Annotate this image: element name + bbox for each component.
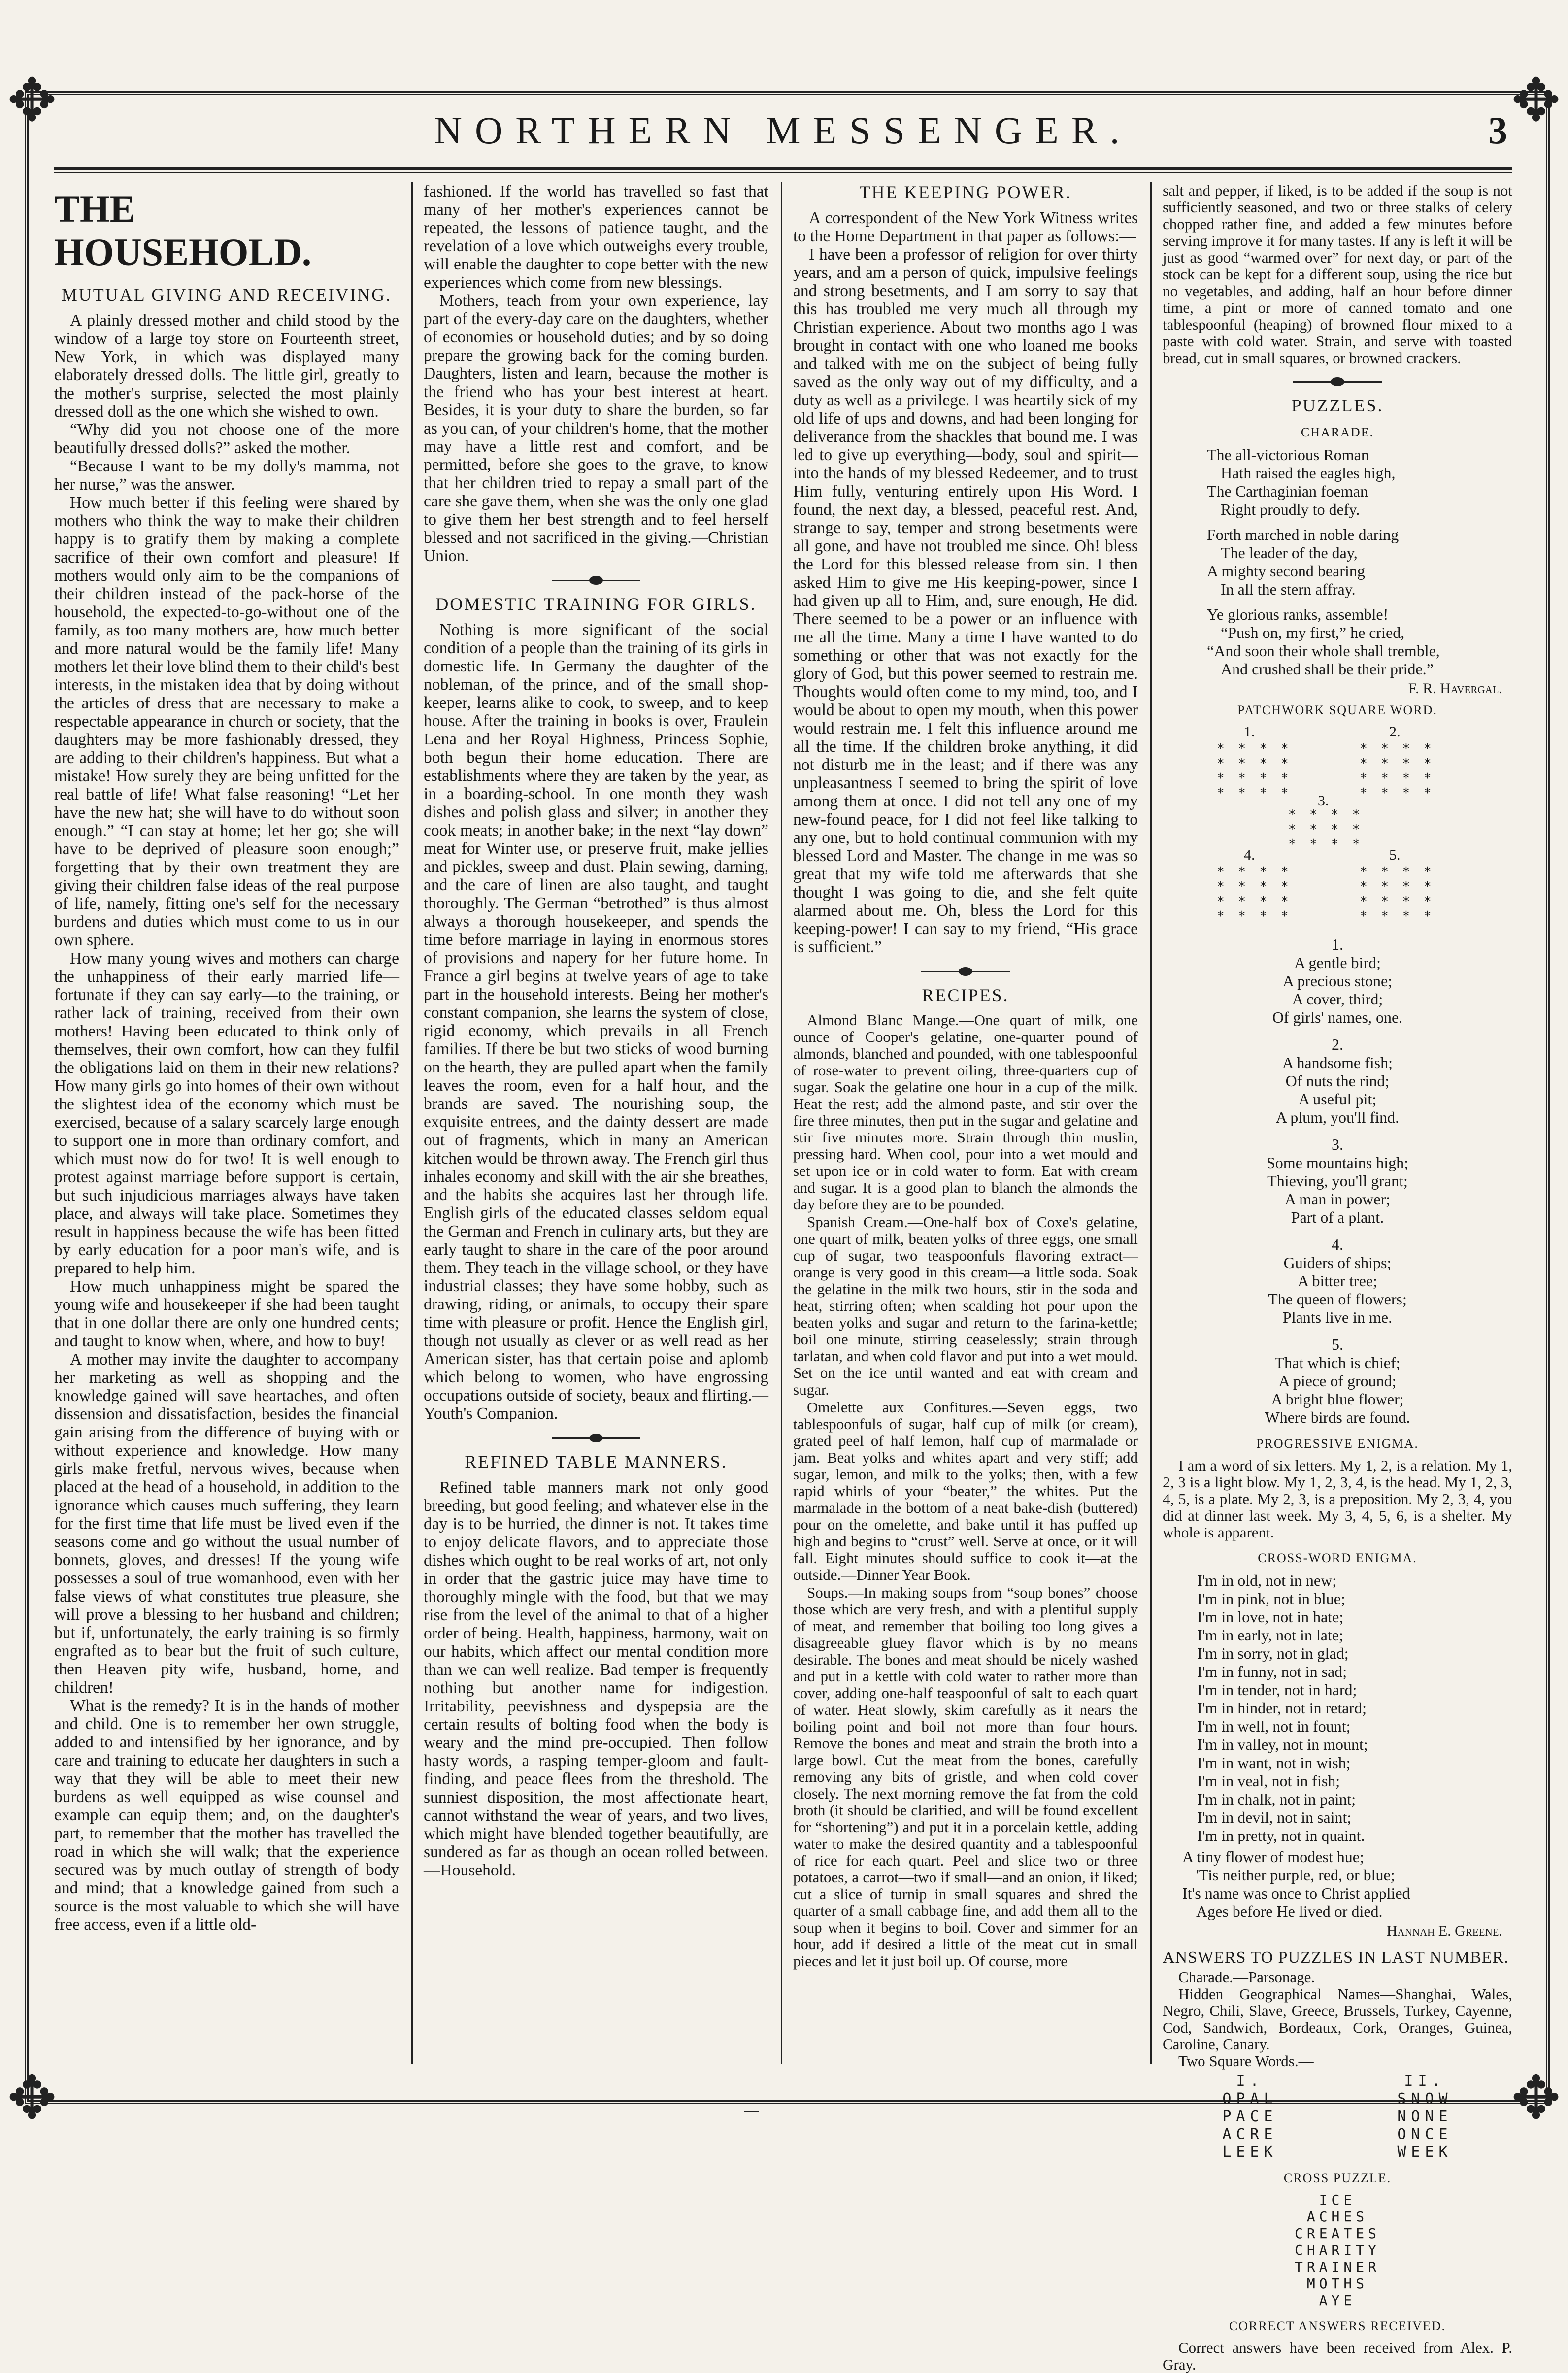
patch-clue: [1163, 1236, 1512, 1327]
crossword-poem: [1197, 1571, 1512, 1845]
masthead: NORTHERN MESSENGER.: [434, 109, 1133, 152]
column-rule: [781, 182, 782, 2064]
cross-row: AYE: [1319, 2292, 1356, 2308]
puzzle-title: CROSS PUZZLE.: [1283, 2171, 1392, 2185]
clue-line: The queen of flowers;: [1268, 1290, 1407, 1308]
patch-number: 5.: [1389, 847, 1401, 863]
poem-line: I'm in pink, not in blue;: [1197, 1590, 1345, 1607]
clue-line: Part of a plant.: [1291, 1208, 1384, 1226]
clue-line: A precious stone;: [1282, 972, 1393, 990]
patch-clue: [1163, 1036, 1512, 1127]
patch-clue: [1163, 936, 1512, 1027]
clue-number: 1.: [1332, 936, 1343, 953]
clue-number: 5.: [1332, 1336, 1343, 1353]
section-separator: [552, 580, 640, 581]
answer: Hidden Geographical Names—Shanghai, Wales, Negro, Chili, Slave, Greece, Brussels, Turkey, Cayenne, Cod, Sandwich, Bordeaux, Cork, Oranges, Guinea, Caroline, Canary.: [1163, 1985, 1512, 2053]
square-label: II.: [1404, 2072, 1446, 2090]
poem-line: And crushed shall be their pride.”: [1221, 660, 1434, 678]
paragraph: A mother may invite the daughter to accompany her marketing as well as shopping and the knowledge gained will save heartaches, and often dissension and dissatisfaction, besides the financial gain arising from the difference of buying with or without experience and knowledge. How many girls make fretful, nervous wives, because when placed at the head of a household, in addition to the ignorance which causes much suffering, they learn for the first time that life must be lived even if the seasons come and go without the usual number of bonnets, gloves, and dresses! If the young wife possesses a soul of true womanhood, even with her false views of what constitutes true pleasure, she will prove a blessing to her husband and children; but if, unfortunately, the early training is so firmly engrafted as to bear but the fruit of such culture, then Heaven pity wife, husband, home, and children!: [54, 1350, 399, 1697]
poem-line: The leader of the day,: [1221, 544, 1358, 562]
clue-line: A plum, you'll find.: [1275, 1108, 1400, 1126]
clue-number: 3.: [1332, 1136, 1343, 1153]
cross-row: TRAINER: [1294, 2259, 1380, 2275]
poem-line: I'm in funny, not in sad;: [1197, 1663, 1347, 1680]
ornament-icon: ✥: [1511, 2064, 1561, 2133]
paragraph: I am a word of six letters. My 1, 2, is a relation. My 1, 2, 3 is a light blow. My 1, 2, 3, 4, is the head. My 1, 2, 3, 4, 5, is a plate. My 2, 3, is a preposition. My 2, 3, 4, you did at dinner last week. My 3, 4, 5, 6, is a shelter. My whole is apparent.: [1163, 1457, 1512, 1541]
clue-line: A gentle bird;: [1294, 954, 1381, 971]
poem-line: “And soon their whole shall tremble,: [1207, 642, 1440, 660]
poem-line: I'm in love, not in hate;: [1197, 1608, 1344, 1626]
clue-line: Guiders of ships;: [1283, 1254, 1392, 1271]
square-words: [1163, 2072, 1512, 2161]
patch-stars: * * * * * * * * * * * * * * * *: [1217, 741, 1292, 801]
clue-line: Of girls' names, one.: [1272, 1008, 1403, 1026]
square-row: LEEK: [1222, 2143, 1278, 2161]
square-word-ii: [1397, 2072, 1452, 2161]
answer: Two Square Words.—: [1178, 2052, 1314, 2070]
patch-number: 4.: [1244, 847, 1255, 863]
patch-number: 3.: [1318, 793, 1329, 809]
poem-line: The all-victorious Roman: [1207, 446, 1369, 464]
poem-line: I'm in sorry, not in glad;: [1197, 1644, 1349, 1662]
patch-clue: [1163, 1336, 1512, 1427]
column-3: [793, 182, 1138, 2064]
poem-line: I'm in old, not in new;: [1197, 1571, 1337, 1589]
ornament-icon: ✥: [7, 2064, 57, 2133]
article-title: RECIPES.: [922, 985, 1009, 1005]
poem-line: In all the stern affray.: [1221, 580, 1356, 598]
patch-clue: [1163, 1136, 1512, 1227]
paragraph: salt and pepper, if liked, is to be added if the soup is not sufficiently seasoned, and two or three stalks of celery chopped rather fine, and added a few minutes before serving improve it for many tastes. If any is left it will be just as good “warmed over” for next day, or part of the stock can be kept for a different soup, using the rice but no vegetables, and adding, half an hour before dinner time, a pint or more of canned tomato and one tablespoonful (heaping) of browned flour mixed to a paste with cold water. Strain, and serve with toasted bread, cut in small squares, or browned crackers.: [1163, 182, 1512, 367]
poem-line: Ages before He lived or died.: [1196, 1903, 1383, 1920]
patch-number: 2.: [1389, 724, 1401, 740]
column-rule: [411, 182, 413, 2064]
poem-line: I'm in chalk, not in paint;: [1197, 1790, 1356, 1808]
square-label: I.: [1236, 2072, 1264, 2090]
cross-row: CHARITY: [1294, 2242, 1380, 2258]
square-row: WEEK: [1397, 2143, 1453, 2161]
paragraph: “Why did you not choose one of the more beautifully dressed dolls?” asked the mother.: [54, 421, 399, 457]
section-separator: [1293, 381, 1382, 383]
clue-line: Plants live in me.: [1282, 1308, 1393, 1326]
paragraph: Mothers, teach from your own experience, lay part of the every-day care on the daughters, whether of economies or household duties; and by so doing prepare the growing back for the coming burden. Daughters, listen and learn, because the mother is the friend who has your best interest at heart. Besides, it is your duty to share the burden, so far as you can, of your children's home, that the mother may have a little rest and comfort, and be permitted, before she goes to the grave, to know that her children tried to repay a small part of the care she gave them, when she was the only one glad to give them her best strength and to feel herself blessed and not sacrificed in the giving.—Christian Union.: [424, 292, 768, 565]
header-rule: [54, 167, 1512, 173]
section-title: THE HOUSEHOLD.: [54, 187, 312, 273]
paragraph: Refined table manners mark not only good breeding, but good feeling; and whatever else in the day is to be hurried, the dinner is not. It takes time to enjoy delicate flavors, and to appreciate those dishes which ought to be real works of art, not only in order that the gastric juice may have time to thoroughly mingle with the food, but that we may rise from the level of the animal to that of a higher order of being. Health, happiness, harmony, wait on our habits, which affect our mental condition more than we can well realize. Bad temper is frequently nothing but another name for indigestion. Irritability, peevishness and dyspepsia are the certain results of bolting food when the body is weary and the mind pre-occupied. Then follow hasty words, a rasping temper-gloom and fault-finding, and peace flees from the threshold. The sunniest disposition, the most affectionate heart, cannot withstand the wear of years, and two lives, which might have blended together beautifully, are sundered as far as though an ocean rolled between.—Household.: [424, 1478, 768, 1879]
recipe: Soups.—In making soups from “soup bones” choose those which are very fresh, and with a plentiful supply of meat, and remember that boiling too long gives a disagreeable gluey flavor which is by no means desirable. The bones and meat should be nicely washed and put in a kettle with cold water to rather more than cover, adding one-half teaspoonful of salt to each quart of water. Heat slowly, skim carefully as it nears the boiling point and boil not more than four hours. Remove the bones and meat and strain the broth into a large bowl. Cut the meat from the bones, carefully removing any bits of gristle, and when cold cover closely. The next morning remove the fat from the cold broth (it should be clarified, and will be found excellent for “shortening”) and put it in a porcelain kettle, adding water to make the desired quantity and a tablespoonful of rice for each quart. Peel and slice two or three potatoes, a carrot—two if small—and an onion, if liked; cut a slice of turnip in small squares and shred the quarter of a small cabbage fine, and add them all to the soup when it begins to boil. Cover and simmer for an hour, add if desired a little of the meat cut in small pieces and let it just boil up. Of course, more: [793, 1584, 1138, 1970]
cross-row: ICE: [1319, 2192, 1356, 2208]
recipes: [793, 1012, 1138, 1970]
square-row: ACRE: [1222, 2126, 1278, 2143]
poem-line: A mighty second bearing: [1207, 562, 1365, 580]
square-row: OPAL: [1222, 2090, 1278, 2107]
paragraph: How many young wives and mothers can charge the unhappiness of their early married life—fortunate if they can say early—to the training, or rather lack of training, received from their own mothers! Having been educated to think only of themselves, their own comfort, how can they fulfil the obligations laid on them in their new relations? How many girls go into homes of their own without the slightest idea of the economy which must be exercised, because of a salary scarcely large enough to support one in more than ordinary comfort, and which must now do for two! It is well enough to protest against marriage before support is certain, but such injudicious marriages always have taken place, and always will take place. Sometimes they result in happiness because the wife has been fitted by early education for a poor man's wife, and is prepared to help him.: [54, 949, 399, 1277]
paragraph: Nothing is more significant of the social condition of a people than the training of its girls in domestic life. In Germany the daughter of the nobleman, of the prince, and of the small shop-keeper, learns alike to cook, to sweep, and to keep house. After the training in books is over, Fraulein Lena and her Royal Highness, Princess Sophie, both begun their home education. There are establishments where they are taken by the year, as in a boarding-school. In one month they wash dishes and polish glass and silver; in another they cook meats; in another bake; in the next “lay down” meat for Winter use, or preserve fruit, make jellies and pickles, sweep and dust. Plain sewing, darning, and the care of linen are also taught, and taught thoroughly. The German “betrothed” is thus almost always a thorough housekeeper, and spends the time before marriage in laying in enormous stores of provisions and napery for her future home. In France a girl begins at twelve years of age to take part in the household interests. Being her mother's constant companion, she learns the system of close, rigid economy, which prevails in all French families. If there be but two sticks of wood burning on the hearth, they are pulled apart when the family leaves the room, even for a half hour, and the brands are saved. The nourishing soup, the exquisite entrees, and the dainty dessert are made out of fragments, which in many an American kitchen would be thrown away. The French girl thus inhales economy and skill with the air she breathes, and the habits she acquires last her through life. English girls of the educated classes seldom equal the German and French in culinary arts, but they are early taught to share in the care of the poor around them. They teach in the village school, or they have industrial classes; they have some hobby, such as drawing, riding, or animals, to occupy their spare time with pleasure or profit. Hence the English girl, though not usually as clever or as well read as her American sister, has that certain poise and aplomb which belong to women, who have engrossing occupations outside of society, beaux and flirting.—Youth's Companion.: [424, 621, 768, 1423]
paragraph: Correct answers have been received from Alex. P. Gray.: [1163, 2339, 1512, 2373]
poem-line: It's name was once to Christ applied: [1182, 1884, 1410, 1902]
page-header: [54, 99, 1512, 172]
paragraph: fashioned. If the world has travelled so fast that many of her mother's experiences cannot be repeated, the lessons of patience taught, and the revelation of a love which outweighs every trouble, will enable the daughter to cope better with the new experiences which come from new blessings.: [424, 182, 768, 292]
poem-line: I'm in veal, not in fish;: [1197, 1772, 1340, 1790]
paragraph: A plainly dressed mother and child stood by the window of a large toy store on Fourteenth street, New York, in which was displayed many elaborately dressed dolls. The little girl, greatly to the mother's surprise, selected the most plainly dressed doll as the one which she wished to own.: [54, 311, 399, 421]
patch-stars: * * * * * * * * * * * *: [1288, 807, 1363, 852]
poem-line: A tiny flower of modest hue;: [1182, 1848, 1364, 1866]
poem-line: Hath raised the eagles high,: [1221, 464, 1396, 482]
article-title: REFINED TABLE MANNERS.: [465, 1452, 728, 1471]
patch-stars: * * * * * * * * * * * * * * * *: [1360, 741, 1435, 801]
clue-line: Where birds are found.: [1265, 1408, 1410, 1426]
puzzle-title: PROGRESSIVE ENIGMA.: [1256, 1437, 1419, 1451]
clue-line: Thieving, you'll grant;: [1267, 1172, 1408, 1190]
cross-row: MOTHS: [1306, 2275, 1368, 2292]
answers-title: ANSWERS TO PUZZLES IN LAST NUMBER.: [1163, 1948, 1509, 1967]
poem-line: I'm in well, not in fount;: [1197, 1717, 1351, 1735]
poem-line: I'm in valley, not in mount;: [1197, 1736, 1368, 1753]
columns: [54, 182, 1512, 2373]
section-separator: [921, 971, 1010, 972]
footer-mark: [744, 2111, 759, 2112]
square-row: SNOW: [1397, 2090, 1453, 2107]
square-row: ONCE: [1397, 2126, 1453, 2143]
column-rule: [1150, 182, 1152, 2064]
patchwork-diagram: [1163, 724, 1512, 931]
ornament-icon: ✥: [7, 67, 57, 135]
recipe: Omelette aux Confitures.—Seven eggs, two tablespoonfuls of sugar, half cup of milk (or cream), grated peel of half lemon, half cup of marmalade or jam. Beat yolks and whites apart and very stiff; add sugar, lemon, and milk to the yolks; then, with a few rapid whirls of your “beater,” the whites. Put the marmalade in the bottom of a neat bake-dish (buttered) pour on the omelette, and bake until it has puffed up high and begins to “crust” well. Serve at once, or it will fall. Eight minutes should suffice to cook it—at the outside.—Dinner Year Book.: [793, 1399, 1138, 1583]
poem-line: Ye glorious ranks, assemble!: [1207, 605, 1389, 623]
square-row: NONE: [1397, 2108, 1453, 2125]
poem-line: I'm in tender, not in hard;: [1197, 1681, 1357, 1699]
poem-line: I'm in devil, not in saint;: [1197, 1808, 1352, 1826]
paragraph: I have been a professor of religion for over thirty years, and am a person of quick, impulsive feelings and strong besetments, and I am sorry to say that this has troubled me very much all through my Christian experience. About two months ago I was brought in contact with one who loaned me books and talked with me on the subject of being fully saved as the only way out of my difficulty, and a duty as well as a privilege. I was heartily sick of my old life of ups and downs, and had been longing for deliverance from the shackles that bound me. I was led to give up everything—body, soul and spirit—into the hands of my blessed Redeemer, and to trust Him fully, venturing entirely upon His Word. I found, the next day, a blessed, peaceful rest. And, strange to say, temper and strong besetments were all gone, and have not troubled me since. Oh! bless the Lord for this blessed release from sin. I then asked Him to give me His keeping-power, since I had given up all to Him, and, sure enough, He did. There seemed to be a power or an influence with me all the time. Many a time I have wanted to do something or other that was not exactly for the glory of God, but this power seemed to restrain me. Thoughts would often come to my mind, too, and I would be about to open my mouth, when this power would restrain me. I felt this influence around me all the time. If the children broke anything, it did not disturb me in the least; and if there was any unpleasantness I seemed to bring the spirit of love among them at once. I did not tell any one of my new-found peace, for I did not feel like talking to any one, but to hold continual communion with my blessed Lord and Master. The change in me was so great that my wife told me afterwards that she thought I was going to die, and she felt quite alarmed about me. Oh, bless the Lord for this keeping-power! I can say to my friend, “His grace is sufficient.”: [793, 245, 1138, 956]
clue-line: A bright blue flower;: [1271, 1390, 1404, 1408]
cross-puzzle: [1163, 2192, 1512, 2309]
article-title: THE KEEPING POWER.: [859, 182, 1072, 202]
poem-line: Forth marched in noble daring: [1207, 526, 1399, 543]
column-2: [424, 182, 768, 2064]
charade-poem: [1207, 446, 1512, 678]
clue-line: A useful pit;: [1298, 1090, 1377, 1108]
poem-line: The Carthaginian foeman: [1207, 482, 1368, 500]
cross-row: CREATES: [1294, 2225, 1380, 2241]
ornament-icon: ✥: [1511, 67, 1561, 135]
poem-line: I'm in want, not in wish;: [1197, 1754, 1351, 1771]
article-title: MUTUAL GIVING AND RECEIVING.: [61, 285, 392, 304]
author: F. R. Havergal.: [1408, 680, 1502, 697]
puzzle-title: CHARADE.: [1301, 425, 1374, 439]
paragraph: How much unhappiness might be spared the young wife and housekeeper if she had been taught that in one dollar there are only one hundred cents; and taught to know when, where, and how to buy!: [54, 1277, 399, 1350]
clue-line: Some mountains high;: [1267, 1154, 1408, 1171]
article-title: DOMESTIC TRAINING FOR GIRLS.: [435, 594, 757, 614]
column-4: [1163, 182, 1512, 2373]
clue-line: Of nuts the rind;: [1285, 1072, 1390, 1090]
page-number: 3: [1488, 109, 1507, 152]
author: Hannah E. Greene.: [1386, 1923, 1502, 1939]
puzzle-title: PATCHWORK SQUARE WORD.: [1237, 703, 1437, 717]
patch-stars: * * * * * * * * * * * * * * * *: [1217, 865, 1292, 924]
poem-line: I'm in early, not in late;: [1197, 1626, 1343, 1644]
poem-line: “Push on, my first,” he cried,: [1221, 624, 1405, 641]
poem-line: 'Tis neither purple, red, or blue;: [1196, 1866, 1395, 1884]
paragraph: A correspondent of the New York Witness writes to the Home Department in that paper as follows:—: [793, 209, 1138, 245]
puzzle-title: CROSS-WORD ENIGMA.: [1258, 1551, 1417, 1565]
poem-line: I'm in pretty, not in quaint.: [1197, 1827, 1365, 1844]
clue-line: A man in power;: [1284, 1190, 1391, 1208]
square-row: PACE: [1222, 2108, 1278, 2125]
clue-line: A bitter tree;: [1298, 1272, 1377, 1290]
poem-line: Right proudly to defy.: [1221, 501, 1360, 518]
clue-line: That which is chief;: [1274, 1354, 1401, 1371]
clue-number: 2.: [1332, 1036, 1343, 1053]
poem-line: I'm in hinder, not in retard;: [1197, 1699, 1367, 1717]
cross-row: ACHES: [1306, 2208, 1368, 2225]
paragraph: How much better if this feeling were shared by mothers who think the way to make their children happy is to gratify them by making a complete sacrifice of their own comfort and pleasure! If mothers would only aim to be the companions of their children instead of the pack-horse of the household, the expected-to-go-without one of the family, as too many mothers are, how much better and more natural would be the family life! Many mothers let their love blind them to their child's best interests, in the mistaken idea that by doing without the articles of dress that are necessary to make a respectable appearance in church or society, that the daughters may be more fashionably dressed, they are adding to their children's happiness. But what a mistake! How surely they are being unfitted for the real battle of life! What false reasoning! “Let her have the new hat; she will have to do without soon enough.” “I can stay at home; let her go; she will have to be deprived of pleasure soon enough;” forgetting that by their own treatment they are giving their children false ideas of the real purpose of life, namely, fitting one's self for the necessary burdens and duties which must come to us in our own sphere.: [54, 494, 399, 949]
patch-stars: * * * * * * * * * * * * * * * *: [1360, 865, 1435, 924]
recipe: Spanish Cream.—One-half box of Coxe's gelatine, one quart of milk, beaten yolks of three eggs, one small cup of sugar, two teaspoonfuls flavoring extract—orange is very good in this cream—a little soda. Soak the gelatine in the milk two hours, stir in the soda and heat, stirring often; when scalding hot pour upon the beaten yolks and sugar and return to the farina-kettle; boil one minute, stirring ceaselessly; strain through tarlatan, and when cold flavor and put into a wet mould. Set on the ice until wanted and eat with cream and sugar.: [793, 1213, 1138, 1398]
patch-number: 1.: [1244, 724, 1255, 740]
square-word-i: [1222, 2072, 1277, 2161]
clue-number: 4.: [1332, 1236, 1343, 1253]
clue-line: A piece of ground;: [1278, 1372, 1397, 1390]
clue-line: A handsome fish;: [1282, 1054, 1393, 1071]
clue-line: A cover, third;: [1292, 990, 1383, 1008]
crossword-tail: [1182, 1848, 1512, 1921]
answer: Charade.—Parsonage.: [1178, 1969, 1315, 1986]
paragraph: What is the remedy? It is in the hands of mother and child. One is to remember her own struggle, added to and intensified by her ignorance, and by care and training to educate her daughters in such a way that they will be able to meet their new burdens as well equipped as wise counsel and example can equip them; and, on the daughter's part, to remember that the mother has travelled the road in which she will walk; that the experience secured was by much outlay of strength of body and mind; that a knowledge gained from such a source is the most valuable to which she will have free access, even if a little old-: [54, 1697, 399, 1934]
column-1: [54, 182, 399, 2064]
article-title: PUZZLES.: [1291, 396, 1384, 415]
paragraph: “Because I want to be my dolly's mamma, not her nurse,” was the answer.: [54, 457, 399, 494]
recipe: Almond Blanc Mange.—One quart of milk, one ounce of Cooper's gelatine, one-quarter pound of almonds, blanched and pounded, with one tablespoonful of rose-water to prevent oiling, three-quarters cup of sugar. Soak the gelatine one hour in a cup of the milk. Heat the rest; add the almond paste, and stir over the fire three minutes, then put in the sugar and gelatine and stir five minutes more. Strain through thin muslin, pressing hard. When cool, pour into a wet mould and set upon ice or in cold water to form. Eat with cream and sugar. It is a good plan to blanch the almonds the day before they are to be pounded.: [793, 1011, 1138, 1213]
section-separator: [552, 1437, 640, 1439]
puzzle-title: CORRECT ANSWERS RECEIVED.: [1229, 2319, 1446, 2333]
